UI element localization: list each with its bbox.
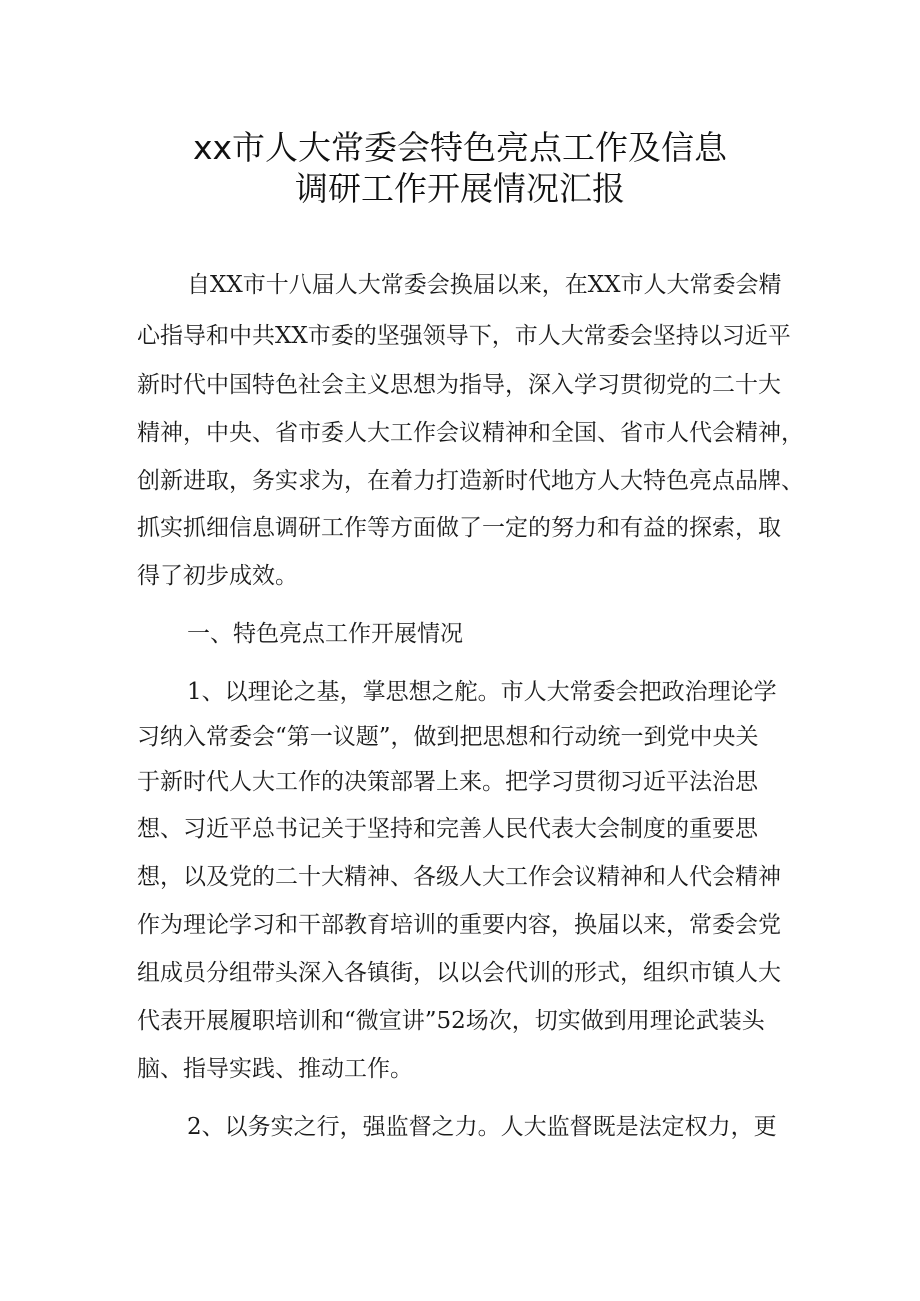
section-heading: 一、特色亮点工作开展情况	[187, 621, 463, 647]
paragraph-line: 得了初步成效。	[137, 563, 298, 589]
paragraph-line: 新时代中国特色社会主义思想为指导，深入学习贯彻党的二十大	[137, 372, 781, 398]
document-title-line-2: 调研工作开展情况汇报	[295, 169, 625, 208]
paragraph-line: 1、以理论之基，掌思想之舵。市人大常委会把政治理论学	[187, 679, 777, 705]
paragraph-line: 精神，中央、省市委人大工作会议精神和全国、省市人代会精神，	[137, 420, 804, 446]
paragraph-line: 于新时代人大工作的决策部署上来。把学习贯彻习近平法治思	[137, 769, 758, 795]
paragraph-line: 想、习近平总书记关于坚持和完善人民代表大会制度的重要思	[137, 816, 758, 842]
paragraph-line: 作为理论学习和干部教育培训的重要内容，换届以来，常委会党	[137, 912, 781, 938]
paragraph-line: 创新进取，务实求为，在着力打造新时代地方人大特色亮点品牌、	[137, 468, 804, 494]
paragraph-line: 心指导和中共XX市委的坚强领导下，市人大常委会坚持以习近平	[137, 323, 791, 349]
paragraph-line: 组成员分组带头深入各镇街，以以会代训的形式，组织市镇人大	[137, 960, 781, 986]
paragraph-line: 习纳入常委会“第一议题”，做到把思想和行动统一到党中央关	[137, 724, 759, 750]
paragraph-line: 脑、指导实践、推动工作。	[137, 1056, 413, 1082]
paragraph-line: 想，以及党的二十大精神、各级人大工作会议精神和人代会精神	[137, 864, 781, 890]
paragraph-line: 自XX市十八届人大常委会换届以来，在XX市人大常委会精	[187, 272, 782, 298]
paragraph-line: 代表开展履职培训和“微宣讲”52场次，切实做到用理论武装头	[137, 1008, 765, 1034]
document-title-line-1: xx市人大常委会特色亮点工作及信息	[192, 128, 728, 167]
paragraph-line: 2、以务实之行，强监督之力。人大监督既是法定权力，更	[187, 1114, 777, 1140]
paragraph-line: 抓实抓细信息调研工作等方面做了一定的努力和有益的探索，取	[137, 515, 781, 541]
